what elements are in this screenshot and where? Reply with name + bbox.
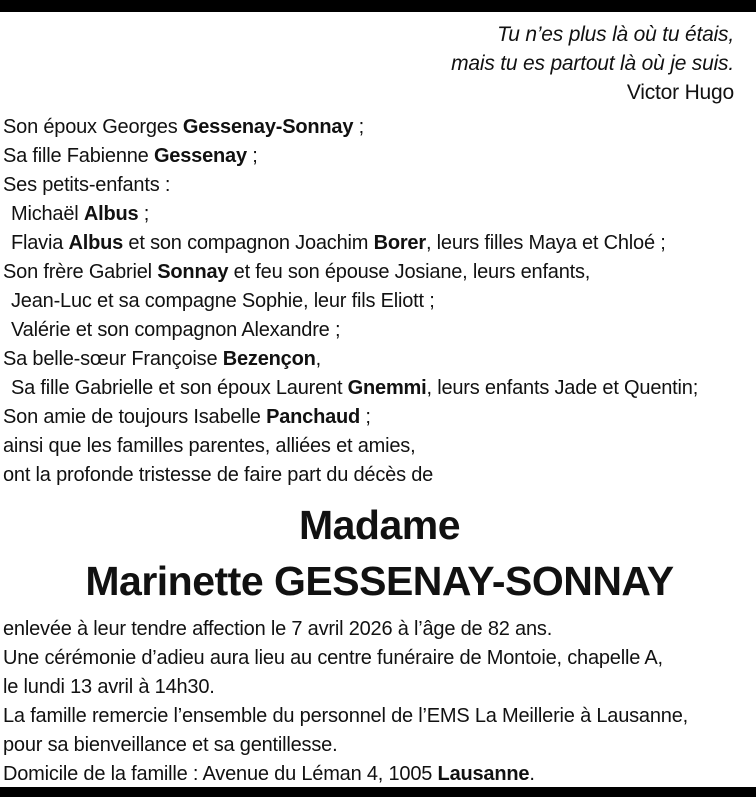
text-line — [3, 200, 756, 229]
text-segment: et son compagnon Joachim — [123, 232, 374, 254]
text-segment: , — [315, 348, 321, 370]
family-name: Gessenay — [153, 145, 247, 167]
text-segment: Sa fille Fabienne — [3, 145, 154, 167]
family-name: Bezençon — [222, 348, 316, 370]
deceased-name: Marinette GESSENAY-SONNAY — [85, 558, 674, 604]
family-name: Panchaud — [266, 406, 361, 428]
epigraph-line-2: mais tu es partout là où je suis. — [451, 52, 734, 75]
text-segment: Domicile de la famille : Avenue du Léman 4, 1005 — [3, 763, 438, 785]
text-segment: Jean-Luc et sa compagne Sophie, leur fils Eliott ; — [11, 290, 435, 312]
text-line — [3, 673, 756, 702]
family-name: Albus — [68, 232, 124, 254]
text-segment: Son époux Georges — [3, 116, 183, 138]
text-segment: ; — [138, 203, 150, 225]
announcement-text — [3, 615, 756, 789]
deceased-title-block — [3, 497, 756, 609]
text-line — [3, 113, 756, 142]
text-line — [3, 702, 756, 731]
family-name: Borer — [373, 232, 426, 254]
family-name: Gnemmi — [347, 377, 427, 399]
text-segment: Michaël — [11, 203, 84, 225]
text-segment: le lundi 13 avril à 14h30. — [3, 676, 215, 698]
text-segment: Valérie et son compagnon Alexandre ; — [11, 319, 341, 341]
text-segment: ainsi que les familles parentes, alliées et amies, — [3, 435, 416, 457]
text-line — [3, 345, 756, 374]
text-segment: La famille remercie l’ensemble du personnel de l’EMS La Meillerie à Lausanne, — [3, 705, 688, 727]
relatives-list — [3, 113, 756, 490]
text-line — [3, 731, 756, 760]
epigraph-line-1: Tu n’es plus là où tu étais, — [497, 23, 734, 46]
text-segment: Son frère Gabriel — [3, 261, 158, 283]
text-line — [3, 461, 756, 490]
epigraph-attribution: Victor Hugo — [626, 81, 734, 104]
family-name: Albus — [83, 203, 139, 225]
text-line — [3, 432, 756, 461]
text-line — [3, 374, 756, 403]
text-line — [3, 403, 756, 432]
text-segment: Ses petits-enfants : — [3, 174, 171, 196]
text-segment: . — [529, 763, 535, 785]
deceased-honorific: Madame — [298, 502, 461, 548]
text-line — [3, 316, 756, 345]
text-segment: , leurs filles Maya et Chloé ; — [425, 232, 666, 254]
text-line — [3, 142, 756, 171]
text-segment: ; — [353, 116, 364, 138]
text-segment: Sa fille Gabrielle et son époux Laurent — [11, 377, 348, 399]
text-segment: ont la profonde tristesse de faire part du décès de — [3, 464, 434, 486]
text-segment: et feu son épouse Josiane, leurs enfants, — [228, 261, 591, 283]
notice-content — [3, 12, 756, 789]
text-segment: Son amie de toujours Isabelle — [3, 406, 267, 428]
text-segment: Flavia — [11, 232, 69, 254]
text-line — [3, 287, 756, 316]
text-segment: ; — [246, 145, 258, 167]
text-line — [3, 760, 756, 789]
text-line — [3, 615, 756, 644]
text-segment: enlevée à leur tendre affection le 7 avril 2026 à l’âge de 82 ans. — [3, 618, 553, 640]
family-name: Lausanne — [437, 763, 530, 785]
family-name: Gessenay-Sonnay — [182, 116, 354, 138]
bottom-border-rule — [0, 787, 756, 797]
epigraph — [3, 20, 756, 107]
text-line — [3, 258, 756, 287]
text-line — [3, 171, 756, 200]
text-segment: , leurs enfants Jade et Quentin; — [426, 377, 699, 399]
text-segment: Une cérémonie d’adieu aura lieu au centre funéraire de Montoie, chapelle A, — [3, 647, 663, 669]
text-segment: ; — [360, 406, 371, 428]
text-line — [3, 644, 756, 673]
text-segment: pour sa bienveillance et sa gentillesse. — [3, 734, 338, 756]
family-name: Sonnay — [157, 261, 229, 283]
text-segment: Sa belle-sœur Françoise — [3, 348, 223, 370]
top-border-rule — [0, 0, 756, 12]
text-line — [3, 229, 756, 258]
